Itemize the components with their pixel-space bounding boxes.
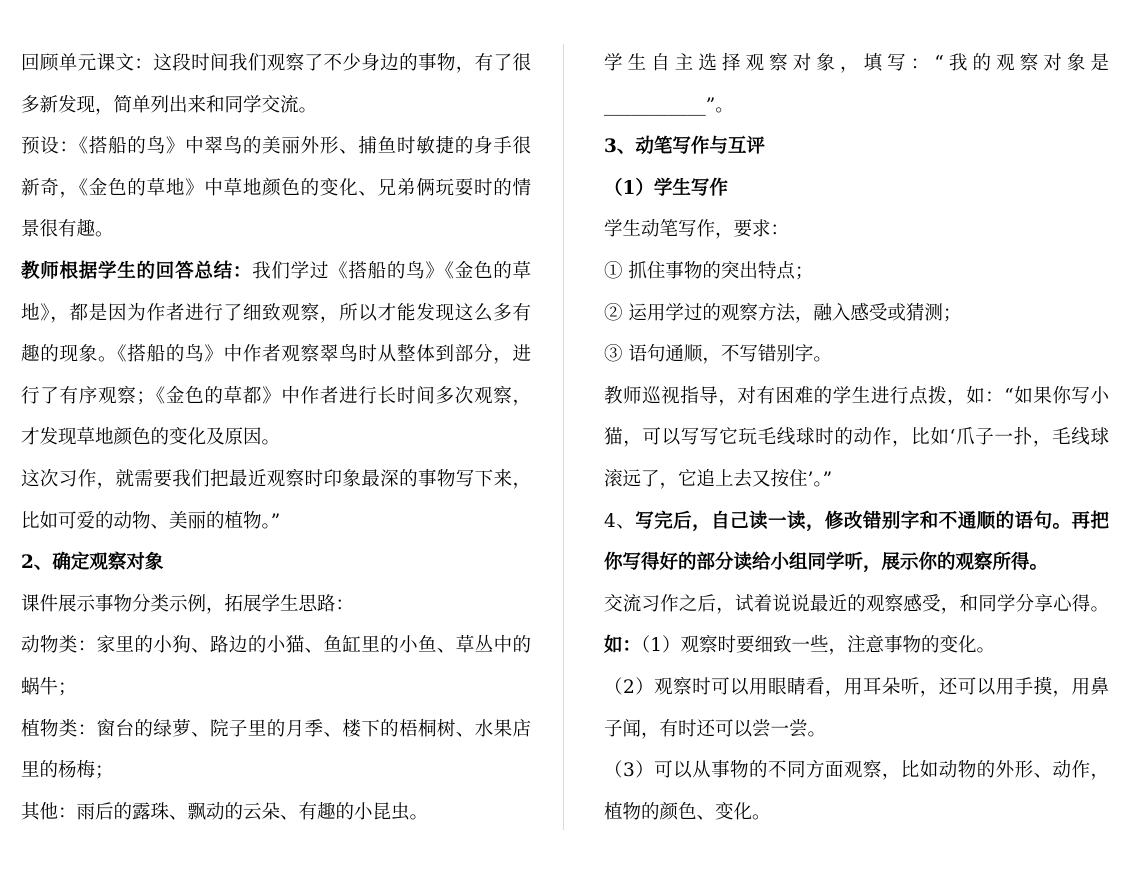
text-line: 蜗牛； — [21, 676, 77, 698]
text-line: 比如可爱的动物、美丽的植物。” — [21, 510, 281, 532]
column-divider — [563, 44, 564, 830]
text-line: 4、写完后，自己读一读，修改错别字和不通顺的语句。再把 — [604, 510, 1109, 532]
text-line: 行了有序观察；《金色的草都》中作者进行长时间多次观察， — [21, 385, 531, 407]
text-line: 才发现草地颜色的变化及原因。 — [21, 427, 281, 449]
text-line: 植物类：窗台的绿萝、院子里的月季、楼下的梧桐树、水果店 — [21, 718, 531, 740]
text-line: 多新发现，简单列出来和同学交流。 — [21, 94, 318, 116]
requirement-item: ② 运用学过的观察方法，融入感受或猜测； — [604, 302, 962, 324]
requirement-item: ③ 语句通顺，不写错别字。 — [604, 344, 832, 366]
text-line: 地》，都是因为作者进行了细致观察，所以才能发现这么多有 — [21, 302, 531, 324]
text-line: 子闻，有时还可以尝一尝。 — [604, 718, 827, 740]
text-line: ___________”。 — [604, 94, 734, 116]
text-line: （3）可以从事物的不同方面观察，比如动物的外形、动作， — [604, 760, 1109, 782]
subsection-heading: （1）学生写作 — [604, 177, 728, 199]
text-line: 植物的颜色、变化。 — [604, 801, 771, 823]
text-line: 动物类：家里的小狗、路边的小猫、鱼缸里的小鱼、草丛中的 — [21, 635, 531, 657]
text-line: 学生动笔写作，要求： — [604, 219, 790, 241]
text-line: 预设：《搭船的鸟》中翠鸟的美丽外形、捕鱼时敏捷的身手很 — [21, 136, 531, 158]
text-line: 景很有趣。 — [21, 219, 114, 241]
text-line: 里的杨梅； — [21, 760, 114, 782]
requirement-item: ① 抓住事物的突出特点； — [604, 260, 814, 282]
bold-lead: 教师根据学生的回答总结： — [21, 260, 253, 282]
text-line: 猫，可以写写它玩毛线球时的动作，比如‘爪子一扑，毛线球 — [604, 427, 1109, 449]
text-line: 学生自主选择观察对象，填写：“我的观察对象是 — [604, 53, 1109, 74]
section-heading: 3、动笔写作与互评 — [604, 136, 765, 158]
left-column — [21, 43, 531, 833]
text-line: 滚远了，它追上去又按住’。” — [604, 468, 833, 490]
text-line: 教师根据学生的回答总结：我们学过《搭船的鸟》《金色的草 — [21, 260, 531, 282]
text-line: 如：（1）观察时要细致一些，注意事物的变化。 — [604, 635, 996, 657]
section-heading: 2、确定观察对象 — [21, 552, 164, 574]
bold-instruction: 写完后，自己读一读，修改错别字和不通顺的语句。再把 — [635, 510, 1109, 532]
text-line: 交流习作之后，试着说说最近的观察感受，和同学分享心得。 — [604, 593, 1109, 615]
text-line: 其他：雨后的露珠、飘动的云朵、有趣的小昆虫。 — [21, 801, 429, 823]
text-line: 新奇，《金色的草地》中草地颜色的变化、兄弟俩玩耍时的情 — [21, 177, 531, 199]
bold-lead: 如： — [604, 635, 642, 657]
text-line: 这次习作，就需要我们把最近观察时印象最深的事物写下来， — [21, 468, 531, 490]
text-line: 趣的现象。《搭船的鸟》中作者观察翠鸟时从整体到部分，进 — [21, 344, 531, 366]
text-line: 回顾单元课文：这段时间我们观察了不少身边的事物，有了很 — [21, 53, 531, 74]
text-line: 课件展示事物分类示例，拓展学生思路： — [21, 593, 355, 615]
text-line: （2）观察时可以用眼睛看，用耳朵听，还可以用手摸，用鼻 — [604, 676, 1109, 698]
text-line: 教师巡视指导，对有困难的学生进行点拨，如：“如果你写小 — [604, 385, 1109, 407]
text-line: 你写得好的部分读给小组同学听，展示你的观察所得。 — [604, 552, 1049, 574]
right-column — [604, 43, 1109, 833]
